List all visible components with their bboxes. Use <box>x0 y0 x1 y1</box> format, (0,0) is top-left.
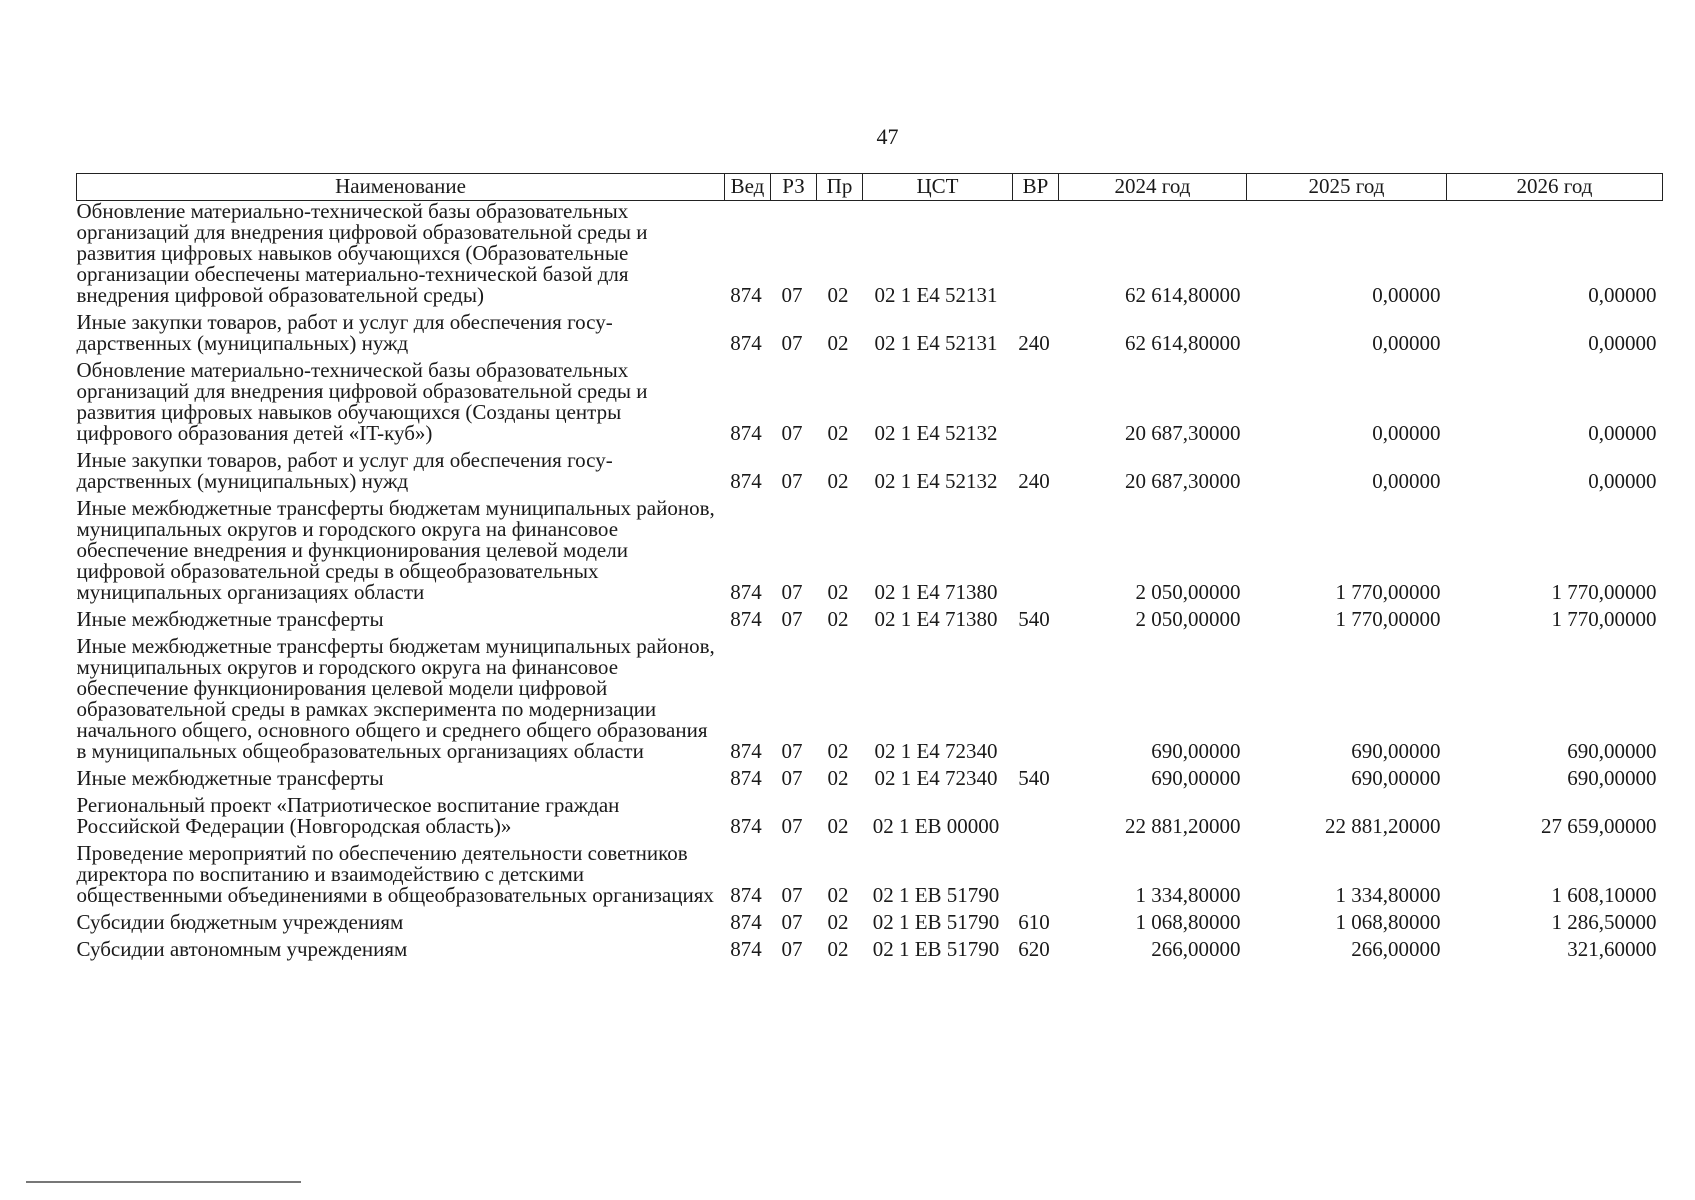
row-amount-2024: 266,00000 <box>1151 937 1241 961</box>
row-cst: 02 1 ЕВ 51790 <box>872 910 1000 934</box>
table-row <box>77 450 1663 498</box>
row-cst: 02 1 Е4 52132 <box>874 421 998 445</box>
row-amount-2026: 1 770,00000 <box>1551 580 1657 604</box>
row-amount-2025: 1 770,00000 <box>1335 580 1441 604</box>
row-cst: 02 1 Е4 52131 <box>874 283 998 307</box>
row-name: Иные межбюджетные трансферты <box>76 607 384 631</box>
row-amount-2025: 0,00000 <box>1372 421 1441 445</box>
row-name: Иные межбюджетные трансферты бюджетам муниципальных районов, муниципальных округов и городского округа на финансовое обеспечение функционирования целевой модели цифровой образовательной среды в рамках эксперимента по модернизации начального общего, основного общего и среднего общего образования в муниципальных общеобразовательных организациях области <box>76 634 715 763</box>
header-name: Наименование <box>77 174 725 201</box>
row-amount-2024: 22 881,20000 <box>1125 814 1241 838</box>
budget-table <box>76 173 1663 966</box>
row-amount-2026: 690,00000 <box>1567 739 1657 763</box>
row-cst: 02 1 ЕВ 00000 <box>872 814 1000 838</box>
row-amount-2025: 22 881,20000 <box>1325 814 1441 838</box>
row-cst: 02 1 Е4 72340 <box>874 766 998 790</box>
table-row <box>77 498 1663 609</box>
row-vr <box>1013 498 1059 609</box>
table-header-row <box>77 174 1663 201</box>
row-vr: 240 <box>1018 469 1050 493</box>
row-vr: 610 <box>1018 910 1050 934</box>
row-ved: 874 <box>730 814 762 838</box>
row-pr: 02 <box>827 883 849 907</box>
row-cst: 02 1 Е4 52131 <box>874 331 998 355</box>
row-vr: 620 <box>1018 937 1050 961</box>
row-pr: 02 <box>827 421 849 445</box>
row-amount-2024: 62 614,80000 <box>1125 331 1241 355</box>
row-ved: 874 <box>730 766 762 790</box>
footer-divider <box>26 1181 301 1183</box>
row-amount-2024: 690,00000 <box>1151 766 1241 790</box>
row-rz: 07 <box>781 766 803 790</box>
header-2024: 2024 год <box>1059 174 1247 201</box>
row-rz: 07 <box>781 421 803 445</box>
table-row <box>77 360 1663 450</box>
page-number: 47 <box>876 124 899 149</box>
row-amount-2025: 0,00000 <box>1372 283 1441 307</box>
row-cst: 02 1 Е4 71380 <box>874 580 998 604</box>
row-amount-2026: 27 659,00000 <box>1541 814 1657 838</box>
row-rz: 07 <box>781 910 803 934</box>
row-amount-2026: 690,00000 <box>1567 766 1657 790</box>
row-rz: 07 <box>781 469 803 493</box>
row-amount-2025: 0,00000 <box>1372 331 1441 355</box>
row-pr: 02 <box>827 937 849 961</box>
table-row <box>77 912 1663 939</box>
row-name: Региональный проект «Патриотическое воспитание граждан Российской Федерации (Новгородская область)» <box>76 793 620 838</box>
row-amount-2025: 1 770,00000 <box>1335 607 1441 631</box>
header-rz: РЗ <box>771 174 817 201</box>
row-amount-2026: 1 770,00000 <box>1551 607 1657 631</box>
row-rz: 07 <box>781 739 803 763</box>
header-ved: Вед <box>725 174 771 201</box>
row-cst: 02 1 Е4 52132 <box>874 469 998 493</box>
row-cst: 02 1 ЕВ 51790 <box>872 937 1000 961</box>
row-vr <box>1013 843 1059 912</box>
row-ved: 874 <box>730 883 762 907</box>
row-amount-2025: 266,00000 <box>1351 937 1441 961</box>
row-vr: 240 <box>1018 331 1050 355</box>
row-name: Иные межбюджетные трансферты бюджетам муниципальных районов, муниципальных округов и городского округа на финансовое обеспечение внедрения и функционирования целевой модели цифровой образовательной среды в общеобразовательных муниципальных организациях области <box>76 496 715 604</box>
header-2026: 2026 год <box>1447 174 1663 201</box>
row-ved: 874 <box>730 739 762 763</box>
row-amount-2024: 62 614,80000 <box>1125 283 1241 307</box>
row-vr <box>1013 360 1059 450</box>
row-pr: 02 <box>827 910 849 934</box>
row-amount-2025: 1 068,80000 <box>1335 910 1441 934</box>
row-name: Проведение мероприятий по обеспечению деятельности советников директора по воспитанию и взаимодействию с детскими общественными объединениями в общеобразовательных организациях <box>76 841 714 907</box>
row-vr: 540 <box>1018 607 1050 631</box>
header-vr: ВР <box>1013 174 1059 201</box>
table-row <box>77 312 1663 360</box>
table-row <box>77 843 1663 912</box>
row-amount-2024: 20 687,30000 <box>1125 469 1241 493</box>
row-ved: 874 <box>730 607 762 631</box>
row-amount-2024: 20 687,30000 <box>1125 421 1241 445</box>
row-name: Иные закупки товаров, работ и услуг для обеспечения государственных (муниципальных) нужд <box>76 310 613 355</box>
table-row <box>77 636 1663 768</box>
row-vr: 540 <box>1018 766 1050 790</box>
row-amount-2026: 321,60000 <box>1567 937 1657 961</box>
row-vr <box>1013 201 1059 313</box>
row-rz: 07 <box>781 937 803 961</box>
row-pr: 02 <box>827 283 849 307</box>
row-amount-2026: 1 286,50000 <box>1551 910 1657 934</box>
row-rz: 07 <box>781 331 803 355</box>
table-row <box>77 768 1663 795</box>
row-ved: 874 <box>730 421 762 445</box>
row-cst: 02 1 Е4 71380 <box>874 607 998 631</box>
row-amount-2026: 1 608,10000 <box>1551 883 1657 907</box>
row-ved: 874 <box>730 331 762 355</box>
row-rz: 07 <box>781 283 803 307</box>
table-row <box>77 795 1663 843</box>
row-name: Иные закупки товаров, работ и услуг для обеспечения государственных (муниципальных) нужд <box>76 448 613 493</box>
row-pr: 02 <box>827 331 849 355</box>
row-amount-2026: 0,00000 <box>1588 469 1657 493</box>
row-rz: 07 <box>781 814 803 838</box>
row-ved: 874 <box>730 910 762 934</box>
row-pr: 02 <box>827 814 849 838</box>
table-body <box>77 201 1663 967</box>
row-ved: 874 <box>730 469 762 493</box>
row-pr: 02 <box>827 469 849 493</box>
row-name: Иные межбюджетные трансферты <box>76 766 384 790</box>
row-pr: 02 <box>827 739 849 763</box>
row-name: Субсидии бюджетным учреждениям <box>76 910 404 934</box>
row-vr <box>1013 636 1059 768</box>
row-amount-2026: 0,00000 <box>1588 421 1657 445</box>
row-ved: 874 <box>730 580 762 604</box>
row-amount-2024: 2 050,00000 <box>1135 580 1241 604</box>
row-cst: 02 1 Е4 72340 <box>874 739 998 763</box>
row-ved: 874 <box>730 937 762 961</box>
row-name: Обновление материально-технической базы образовательных организаций для внедрения цифровой образовательной среды и развития цифровых навыков обучающихся (Образовательные организации обеспечены материально-технической базой для внедрения цифровой образовательной среды) <box>76 199 648 307</box>
header-2025: 2025 год <box>1247 174 1447 201</box>
row-amount-2024: 2 050,00000 <box>1135 607 1241 631</box>
row-amount-2025: 690,00000 <box>1351 766 1441 790</box>
row-name: Обновление материально-технической базы образовательных организаций для внедрения цифровой образовательной среды и развития цифровых навыков обучающихся (Созданы центры цифрового образования детей «IT-куб») <box>76 358 648 445</box>
row-pr: 02 <box>827 607 849 631</box>
row-rz: 07 <box>781 580 803 604</box>
row-amount-2025: 690,00000 <box>1351 739 1441 763</box>
row-amount-2025: 1 334,80000 <box>1335 883 1441 907</box>
row-amount-2024: 690,00000 <box>1151 739 1241 763</box>
row-amount-2026: 0,00000 <box>1588 331 1657 355</box>
row-rz: 07 <box>781 607 803 631</box>
header-pr: Пр <box>817 174 863 201</box>
row-pr: 02 <box>827 580 849 604</box>
table-row <box>77 939 1663 966</box>
row-vr <box>1013 795 1059 843</box>
row-cst: 02 1 ЕВ 51790 <box>872 883 1000 907</box>
header-cst: ЦСТ <box>863 174 1013 201</box>
row-ved: 874 <box>730 283 762 307</box>
row-rz: 07 <box>781 883 803 907</box>
row-amount-2025: 0,00000 <box>1372 469 1441 493</box>
table-row <box>77 609 1663 636</box>
row-pr: 02 <box>827 766 849 790</box>
table-row <box>77 201 1663 313</box>
row-name: Субсидии автономным учреждениям <box>76 937 408 961</box>
row-amount-2024: 1 068,80000 <box>1135 910 1241 934</box>
row-amount-2024: 1 334,80000 <box>1135 883 1241 907</box>
row-amount-2026: 0,00000 <box>1588 283 1657 307</box>
